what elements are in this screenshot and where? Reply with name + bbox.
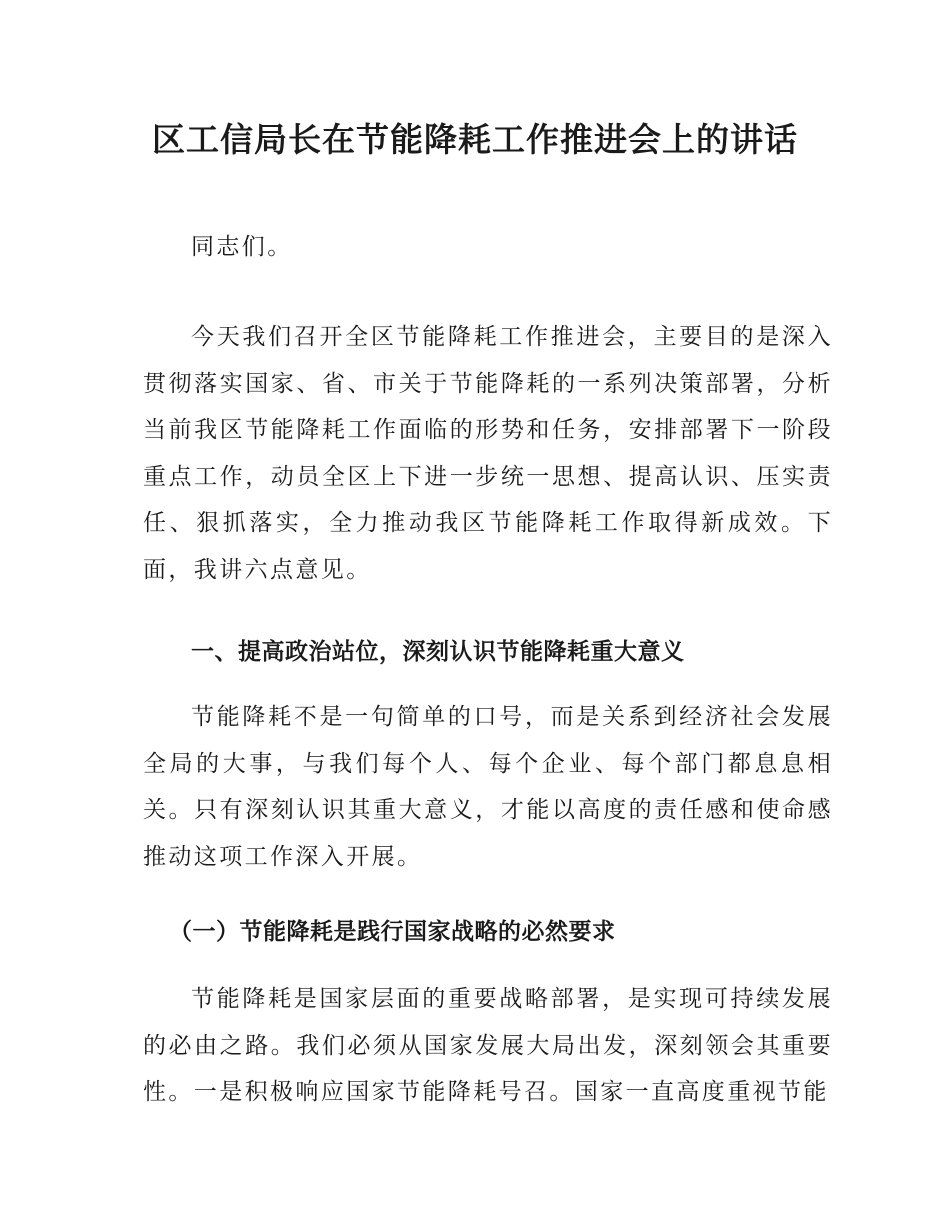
subsection-heading-1: （一）节能降耗是践行国家战略的必然要求 — [169, 919, 616, 945]
paragraph-significance: 节能降耗不是一句简单的口号，而是关系到经济社会发展全局的大事，与我们每个人、每个企业、每个部门都息息相关。只有深刻认识其重大意义，才能以高度的责任感和使命感推动这项工作深入开展。 — [143, 704, 833, 870]
document-title: 区工信局长在节能降耗工作推进会上的讲话 — [152, 120, 798, 159]
paragraph-national-strategy: 节能降耗是国家层面的重要战略部署，是实现可持续发展的必由之路。我们必须从国家发展大局出发，深刻领会其重要性。一是积极响应国家节能降耗号召。国家一直高度重视节能 — [143, 986, 833, 1105]
paragraph-intro: 今天我们召开全区节能降耗工作推进会，主要目的是深入贯彻落实国家、省、市关于节能降耗的一系列决策部署，分析当前我区节能降耗工作面临的形势和任务，安排部署下一阶段重点工作，动员全区上下进一步统一思想、提高认识、压实责任、狠抓落实，全力推动我区节能降耗工作取得新成效。下面，我讲六点意见。 — [143, 324, 833, 583]
salutation: 同志们。 — [191, 234, 293, 260]
section-heading-1: 一、提高政治站位，深刻认识节能降耗重大意义 — [191, 639, 685, 665]
